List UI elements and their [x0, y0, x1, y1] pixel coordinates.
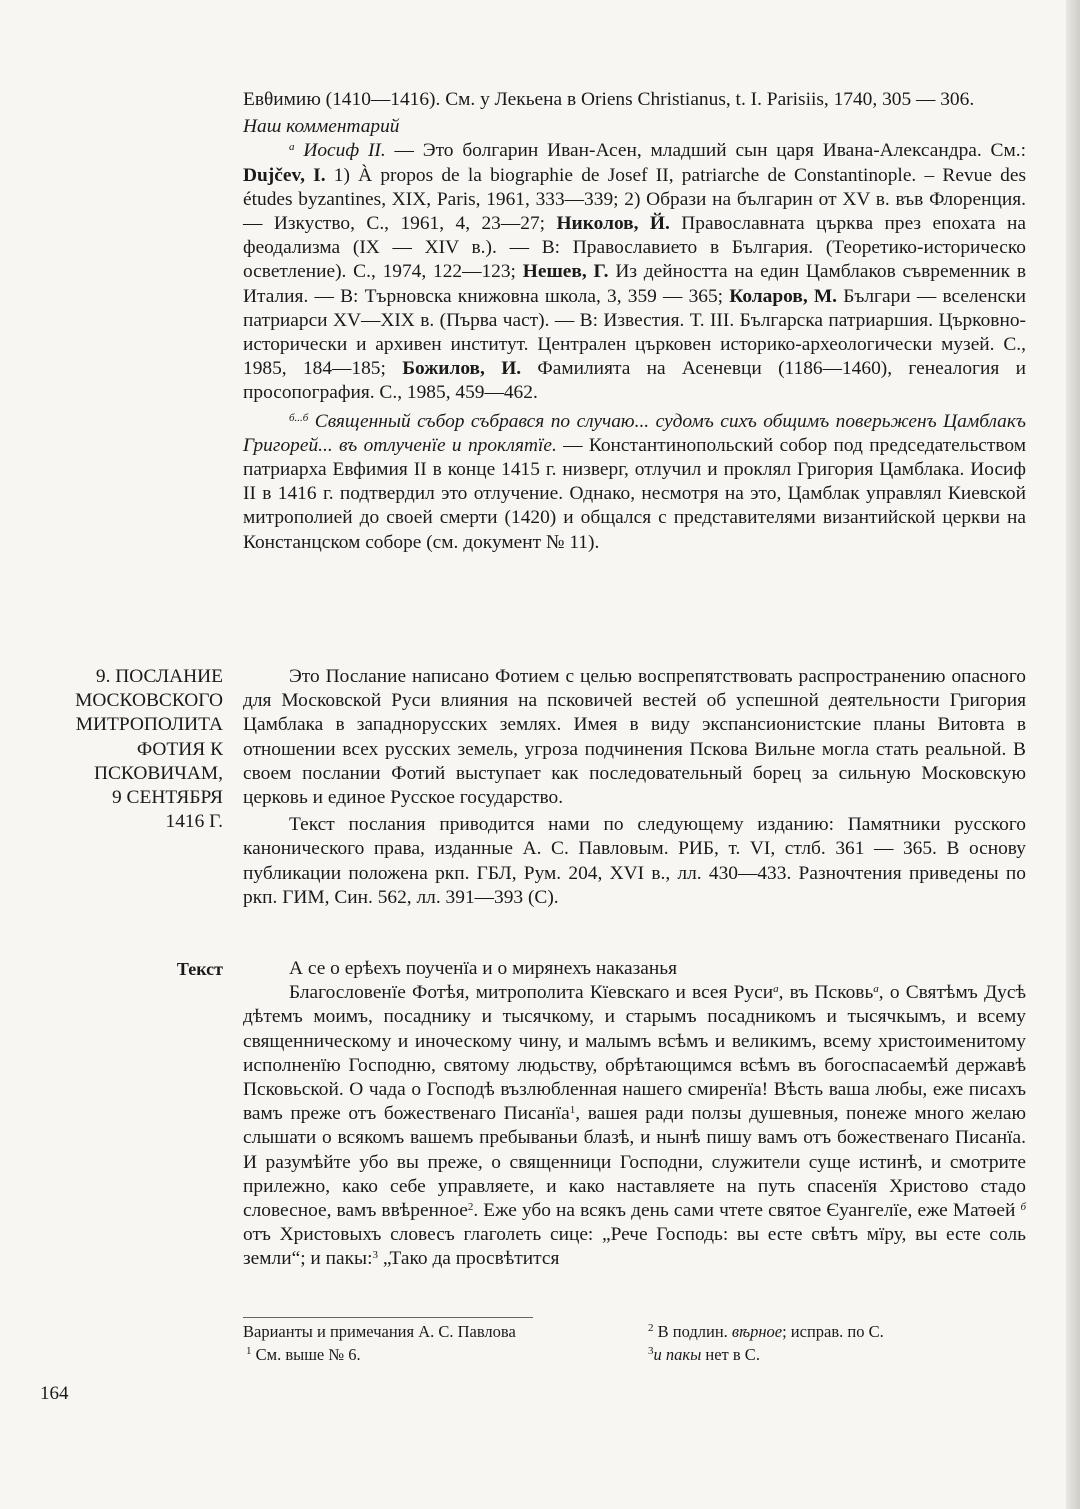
main-text-upper [243, 88, 1026, 555]
side-heading-line: ПСКОВИЧАМ, [93, 762, 223, 784]
footnote-2-italic: вѣрное [731, 1322, 783, 1341]
note-a-text-5: Българи — вселенски патриарси XV—XIX в. (Първа част). — В: Известия. Т. III. Българска патриаршия. Църковно-исторически и архивен институт. Централен църковен историко-археологически музей. С., 1985, 184—185; [243, 285, 1027, 380]
page-edge-shadow [1066, 0, 1080, 1509]
footnote-2-text: ; исправ. по С. [782, 1322, 884, 1341]
footnote-1-marker: 1 [246, 1344, 252, 1357]
footnotes-heading: Варианты и примечания А. С. Павлова [243, 1322, 516, 1341]
note-a-lemma: Иосиф II. [303, 140, 386, 162]
section-9-paragraph-1: Это Послание написано Фотием с целью воспрепятствовать распространению опасного для Московской Руси влияния на псковичей вестей об успешной деятельности Григория Цамблака в западнорусских землях. Имея в виду экспансионистские планы Витовта в отношении всех русских земель, угроза подчинения Пскова Вильне могла стать реальной. В своем послании Фотий выступает как последовательный борец за сильную Московскую церковь и единое Русское государство. [243, 666, 1026, 809]
epistle-segment: , въ Псковь [778, 982, 874, 1004]
note-a-author-4: Коларов, М. [729, 285, 838, 307]
footnote-2-marker: 2 [648, 1321, 654, 1334]
footnote-3-italic: и пакы [653, 1345, 702, 1364]
note-marker: б [1020, 1200, 1026, 1213]
note-a-marker: а [289, 141, 295, 154]
footnote-1-text: См. выше № 6. [251, 1345, 361, 1364]
side-heading-line: МИТРОПОЛИТА [75, 714, 223, 736]
section-9-paragraph-2: Текст послания приводится нами по следующему изданию: Памятники русского канонического права, изданные А. С. Павловым. РИБ, т. VI, стлб. 361 — 365. В основу публикации положена ркп. ГБЛ, Рум. 204, XVI в., лл. 430—433. Разночтения приведены по ркп. ГИМ, Син. 562, лл. 391—393 (С). [243, 814, 1026, 908]
side-heading-line: 9. ПОСЛАНИЕ [95, 666, 223, 687]
note-a-text-3: Православната църква през епохата на феодализма (IX — XIV в.). — В: Православието в България. (Теоретико-историческо осветление). С., 1974, 122—123; [243, 213, 1026, 283]
note-b-lemma: Священный събор събрався по случаю... судомъ сихъ общимъ поверьженъ Цамблакъ Григорей... въ отлученїе и проклятїе. [243, 410, 1026, 456]
epistle-segment: отъ Христовыхъ словесъ глаголеть сице: „Рече Господь: вы есте свѣтъ мїру, вы есте соль земли“; и пакы: [243, 1224, 1026, 1270]
epistle-text [243, 981, 1026, 1271]
note-a [243, 139, 1026, 405]
footnote-3-marker: 3 [648, 1344, 654, 1357]
footnote-3-text: нет в С. [701, 1345, 760, 1364]
section-9-body [243, 665, 1026, 910]
note-a-text-2: 1) À propos de la biographie de Josef II, patriarche de Constantinople. – Revue des études byzantines, XIX, Paris, 1961, 333—339; 2) Образи на българин от XV в. във Флоренция. — Изкуство, С., 1961, 4, 23—27; [243, 164, 1027, 235]
note-a-text-4: Из дейността на един Цамблаков съвременник в Италия. — В: Търновска книжовна школа, 3, 359 — 365; [243, 261, 1026, 307]
epistle-segment: Благословенїе Фотѣя, митрополита Кїевскаго и всея Руси [289, 982, 774, 1004]
continuation-text: Евθимию (1410—1416). См. у Лекьена в Oriens Christianus, t. I. Parisiis, 1740, 305 — 306. [243, 89, 975, 110]
text-section-body [243, 957, 1026, 1272]
footnote-1 [246, 1344, 361, 1366]
footnote-marker: 2 [467, 1200, 474, 1213]
footnote-marker: 1 [569, 1104, 576, 1117]
note-a-text-6: Фамилията на Асеневци (1186—1460), генеалогия и просопография. С., 1985, 459—462. [243, 358, 1026, 404]
side-heading-line: 9 СЕНТЯБРЯ [112, 787, 223, 809]
section-9-side-heading [40, 665, 223, 834]
footnote-2 [648, 1321, 884, 1343]
note-a-author-3: Нешев, Г. [522, 261, 609, 283]
side-heading-line: ФОТИЯ К [136, 738, 223, 760]
note-marker: а [873, 983, 879, 996]
epistle-segment: „Тако да просвѣтится [377, 1248, 560, 1270]
page-number: 164 [40, 1383, 69, 1404]
epistle-segment: , о Святѣмъ Дусѣ дѣтемъ моимъ, посаднику и тысячкому, и старымъ посадникомъ и тысячкымъ, и всему священническому и иноческому чину, и малымъ всѣмъ и великимъ, всему христоименитому исполненїю Господню, святому людьству, обрѣтающимся всѣмъ въ богоспасаемѣй державѣ Псковьской. О чада о Господѣ възлюбленная нашего смиренїа! Вѣсть ваша любы, еже писахъ вамъ преже отъ божественаго Писанїа [243, 982, 1027, 1125]
epistle-segment: , вашея ради ползы душевныя, понеже много желаю слышати о всякомъ вашемъ пребываньи блазѣ, и нынѣ пишу вамъ отъ божественаго Писанїа. И разумѣйте убо вы преже, о священници Господни, служители суще истинѣ, и смотрите прилежно, како себе управляете, и како наставляете на путь спасенїя Христово стадо словесное, вамъ ввѣренное [243, 1103, 1026, 1222]
note-marker: а [773, 983, 779, 996]
note-b-text: — Константинопольский собор под председательством патриарха Евфимия II в конце 1415 г. низверг, отлучил и проклял Григория Цамблака. Иосиф II в 1416 г. подтвердил это отлучение. Однако, несмотря на это, Цамблак управлял Киевской митрополией до своей смерти (1420) и общался с представителями византийской церкви на Констанцском соборе (см. документ № 11). [243, 434, 1026, 553]
footnote-divider [243, 1317, 533, 1318]
note-a-author-5: Божилов, И. [402, 358, 522, 380]
commentary-heading: Наш комментарий [243, 116, 400, 138]
note-a-author-1: Dujčev, I. [243, 164, 326, 186]
note-b [243, 410, 1026, 555]
footnote-marker: 3 [372, 1249, 378, 1262]
note-b-marker: б...б [289, 411, 309, 424]
side-heading-line: 1416 Г. [165, 811, 223, 833]
text-title: А се о ерѣехъ поученїа и о мирянехъ наказанья [289, 958, 678, 979]
note-a-text-1: — Это болгарин Иван-Асен, младший сын царя Ивана-Александра. См.: [385, 140, 1026, 162]
side-heading-line: МОСКОВСКОГО [75, 690, 223, 712]
footnote-3 [648, 1344, 760, 1366]
text-side-heading: Текст [176, 959, 223, 979]
footnote-2-text: В подлин. [653, 1322, 732, 1341]
note-a-author-2: Николов, Й. [556, 213, 670, 235]
epistle-segment: . Еже убо на всякъ день сами чтете святое Єуангелїе, еже Матѳей [473, 1200, 1021, 1222]
